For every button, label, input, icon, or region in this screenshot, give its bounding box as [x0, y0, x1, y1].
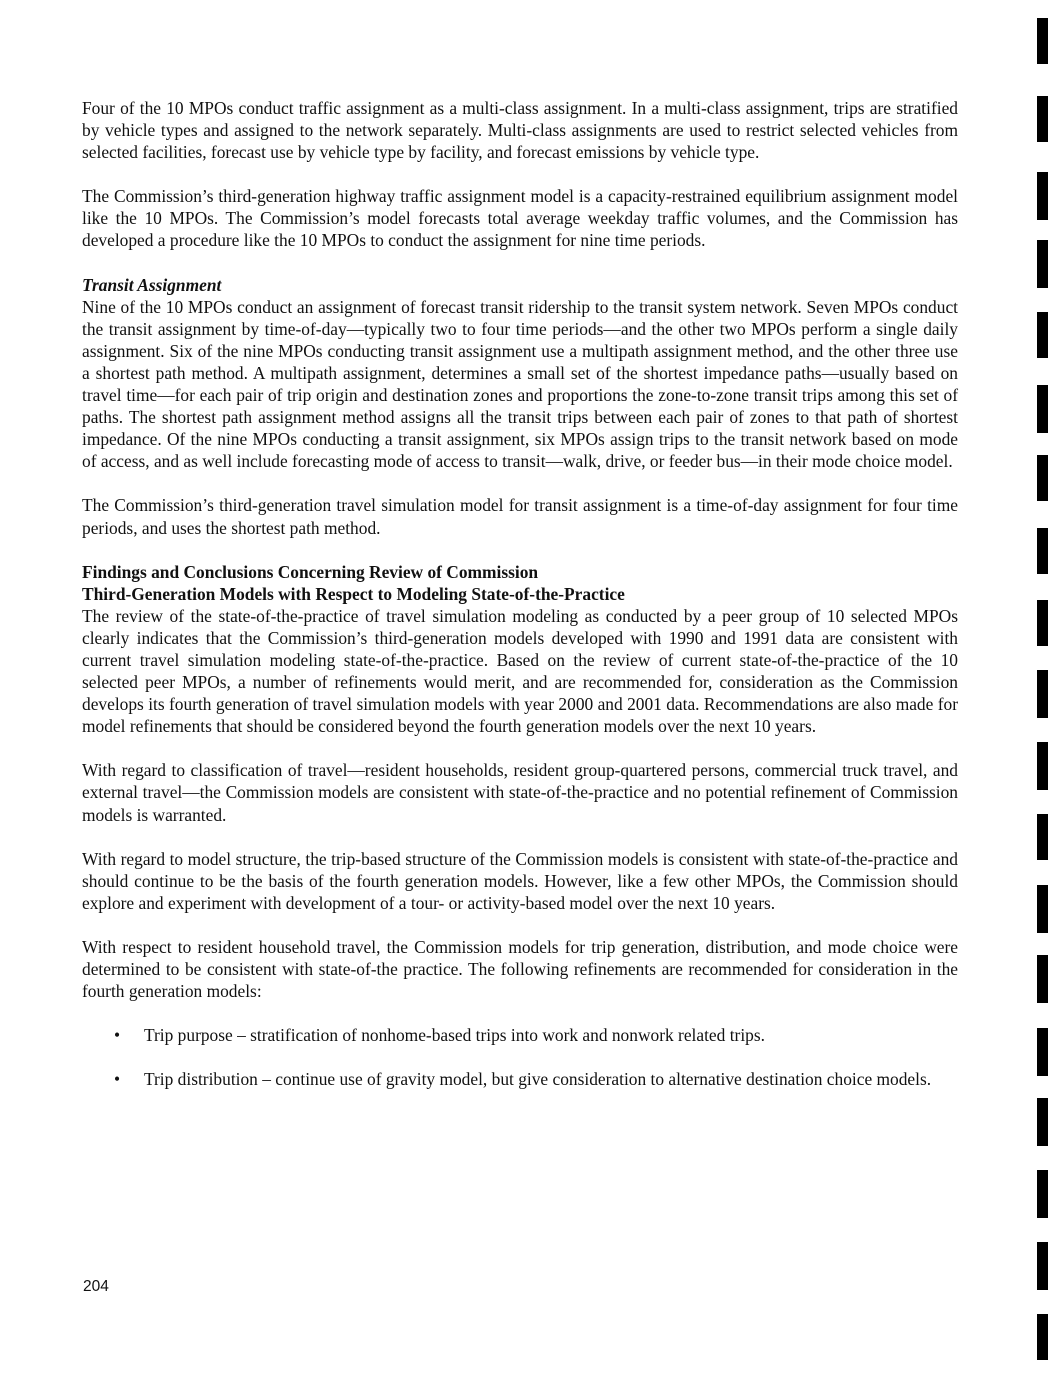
scan-mark [1037, 1028, 1048, 1076]
page-number: 204 [83, 1278, 109, 1295]
scan-mark [1037, 600, 1048, 646]
scan-mark [1037, 312, 1048, 358]
findings-heading-line-2: Third-Generation Models with Respect to Modeling State-of-the-Practice [82, 583, 625, 604]
scan-mark [1037, 18, 1048, 64]
recommendations-list [82, 1024, 958, 1090]
document-body [82, 97, 958, 1112]
transit-paragraph-1: Nine of the 10 MPOs conduct an assignment of forecast transit ridership to the transit system network. Seven MPOs conduct the transit assignment by time-of-day—typically two to four time periods—and the other two MPOs perform a single daily assignment. Six of the nine MPOs conducting transit assignment use a multipath assignment method, and the other three use a shortest path method. A multipath assignment, determines a small set of the shortest impedance paths—usually based on travel time—for each pair of trip origin and destination zones and proportions the zone-to-zone transit trips among this set of paths. The shortest path assignment method assigns all the transit trips between each pair of zones to that path of shortest impedance. Of the nine MPOs conducting a transit assignment, six MPOs assign trips to the transit network based on mode of access, and as well include forecasting mode of access to transit—walk, drive, or feeder bus—in their mode choice model. [82, 296, 958, 472]
bullet-icon: • [114, 1025, 121, 1046]
list-item-text: Trip distribution – continue use of gravity model, but give consideration to alternative destination choice models. [144, 1069, 932, 1090]
scan-mark [1037, 385, 1048, 433]
scan-mark [1037, 1314, 1048, 1360]
bullet-icon: • [114, 1069, 121, 1090]
transit-paragraph-2: The Commission’s third-generation travel simulation model for transit assignment is a time-of-day assignment for four time periods, and uses the shortest path method. [82, 495, 958, 538]
scan-mark [1037, 240, 1048, 288]
scan-mark [1037, 528, 1048, 574]
findings-paragraph-3: With regard to model structure, the trip-based structure of the Commission models is consistent with state-of-the-practice and should continue to be the basis of the fourth generation models. However, like a few other MPOs, the Commission should explore and experiment with development of a tour- or activity-based model over the next 10 years. [82, 848, 958, 913]
scan-mark [1037, 455, 1048, 501]
scan-mark [1037, 172, 1048, 220]
list-item [82, 1068, 958, 1090]
traffic-paragraph-2: The Commission’s third-generation highway traffic assignment model is a capacity-restrained equilibrium assignment model like the 10 MPOs. The Commission’s model forecasts total average weekday traffic volumes, and the Commission has developed a procedure like the 10 MPOs to conduct the assignment for nine time periods. [82, 186, 958, 251]
scan-mark [1037, 1098, 1048, 1146]
findings-paragraph-4: With respect to resident household travel, the Commission models for trip generation, distribution, and mode choice were determined to be consistent with state-of-the practice. The following refinements are recommended for consideration in the fourth generation models: [82, 936, 958, 1002]
findings-paragraph-2: With regard to classification of travel—resident households, resident group-quartered persons, commercial truck travel, and external travel—the Commission models are consistent with state-of-the-practice and no potential refinement of Commission models is warranted. [82, 760, 958, 825]
binding-edge-marks [1033, 0, 1057, 1379]
scan-mark [1037, 1242, 1048, 1290]
scan-mark [1037, 814, 1048, 860]
list-item-text: Trip purpose – stratification of nonhome-based trips into work and nonwork related trips. [144, 1025, 765, 1046]
findings-paragraph-1: The review of the state-of-the-practice of travel simulation modeling as conducted by a peer group of 10 selected MPOs clearly indicates that the Commission’s third-generation models developed with 1990 and 1991 data are consistent with current travel simulation modeling state-of-the-practice. Based on the review of current state-of-the-practice of the 10 selected peer MPOs, a number of refinements would merit, and are recommended for, consideration as the Commission develops its fourth generation of travel simulation models with year 2000 and 2001 data. Recommendations are also made for model refinements that should be considered beyond the fourth generation models over the next 10 years. [82, 605, 958, 737]
findings-heading-line-1: Findings and Conclusions Concerning Review of Commission [82, 561, 539, 582]
scan-mark [1037, 1170, 1048, 1218]
transit-assignment-heading: Transit Assignment [82, 274, 222, 295]
scan-mark [1037, 742, 1048, 790]
scan-mark [1037, 885, 1048, 933]
list-item [82, 1024, 958, 1046]
scan-mark [1037, 955, 1048, 1003]
scan-mark [1037, 670, 1048, 718]
scan-mark [1037, 96, 1048, 142]
traffic-paragraph-1: Four of the 10 MPOs conduct traffic assignment as a multi-class assignment. In a multi-class assignment, trips are stratified by vehicle types and assigned to the network separately. Multi-class assignments are used to restrict selected vehicles from selected facilities, forecast use by vehicle type by facility, and forecast emissions by vehicle type. [82, 98, 958, 163]
